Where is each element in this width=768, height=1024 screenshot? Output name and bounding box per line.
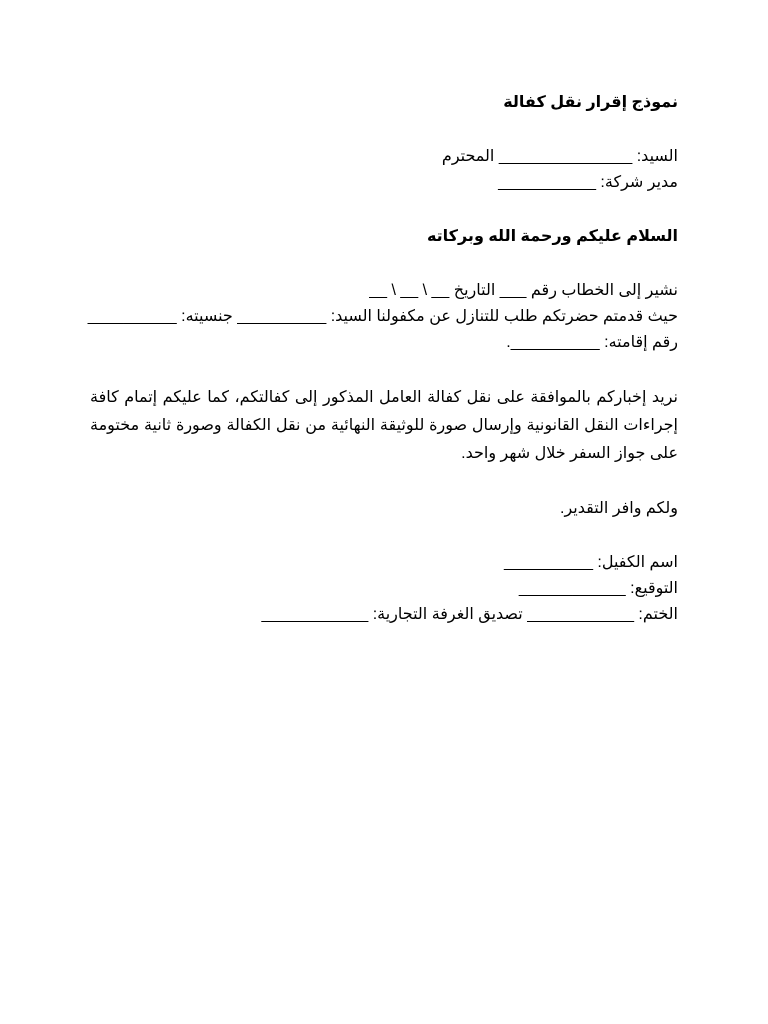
reference-line: نشير إلى الخطاب رقم ___ التاريخ __ \ __ \ __ [369,282,678,299]
greeting: السلام عليكم ورحمة الله وبركاته [426,228,678,245]
body-line-1: نريد إخباركم بالموافقة على نقل كفالة العامل المذكور إلى كفالتكم، كما عليكم إتمام كافة [90,389,679,406]
body-paragraph [90,384,678,468]
iqama-line: رقم إقامته: __________. [506,334,678,351]
request-line: حيث قدمتم حضرتكم طلب للتنازل عن مكفولنا السيد: __________ جنسيته: __________ [87,308,678,325]
addressee-line: السيد: _______________ المحترم [441,148,678,165]
signature-line: التوقيع: ____________ [518,580,678,597]
document-title: نموذج إقرار نقل كفالة [503,94,678,111]
body-line-3: على جواز السفر خلال شهر واحد. [461,445,678,462]
company-line: مدير شركة: ___________ [498,174,678,191]
stamp-line: الختم: ____________ تصديق الغرفة التجارية: ____________ [261,606,678,623]
sponsor-name-line: اسم الكفيل: __________ [503,554,678,571]
document-body [87,90,679,628]
body-line-2: إجراءات النقل القانونية وإرسال صورة للوثيقة النهائية من نقل الكفالة وصورة ثانية مختومة [90,417,678,434]
closing-line: ولكم وافر التقدير. [560,500,678,517]
